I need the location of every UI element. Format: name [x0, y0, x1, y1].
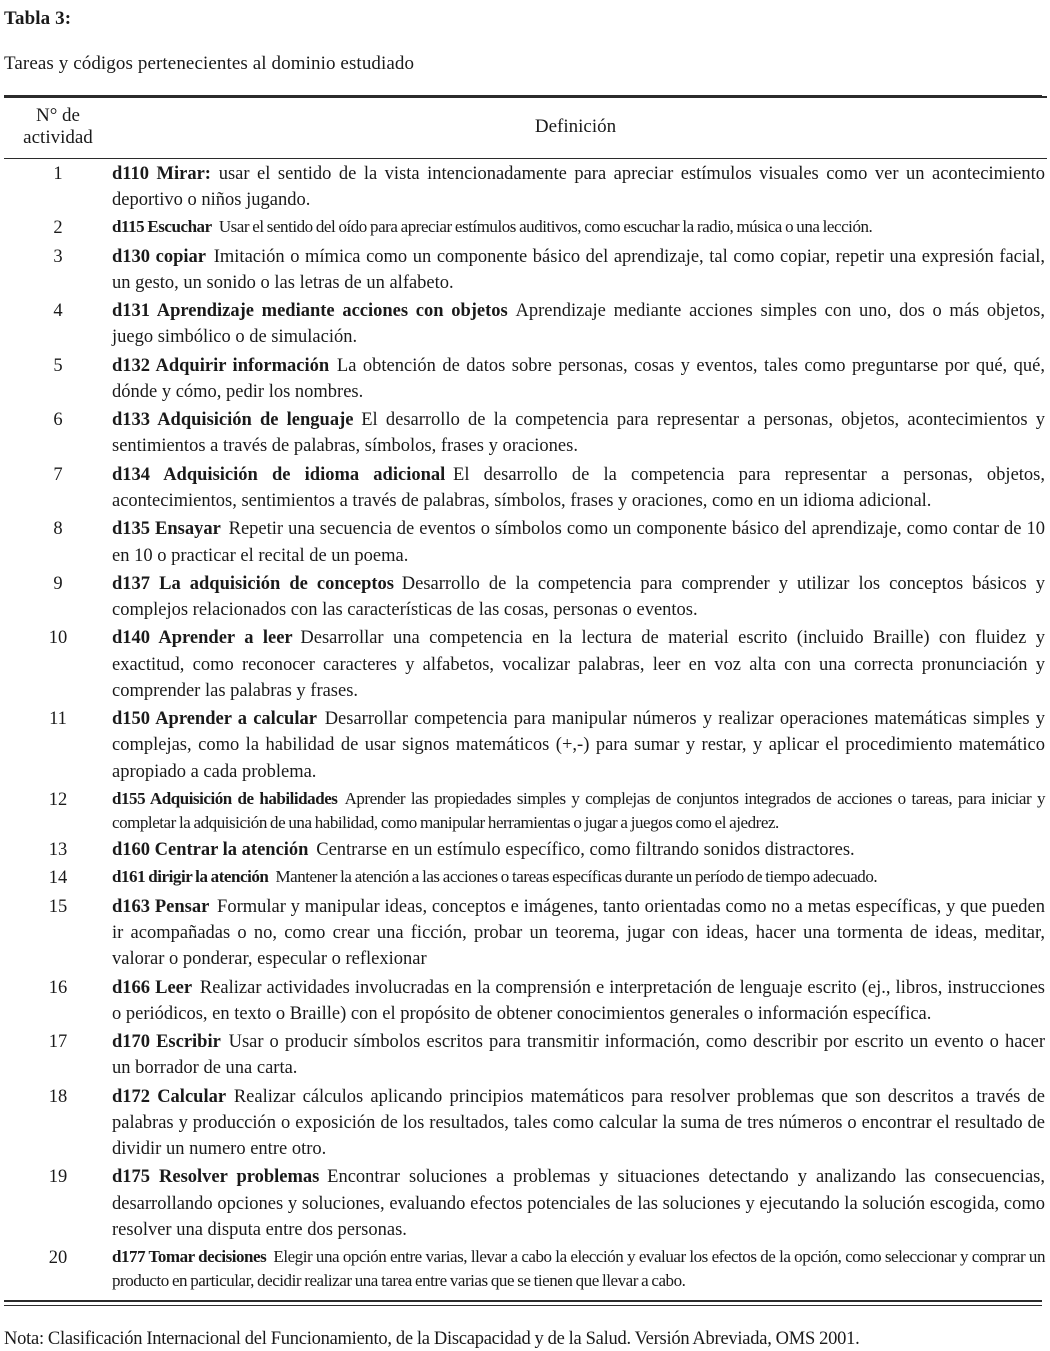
definition-cell [108, 296, 1047, 351]
activity-code: d135 Ensayar [112, 519, 221, 540]
definition-cell [108, 242, 1047, 297]
activity-number-cell: 8 [53, 519, 63, 540]
activity-description: Desarrollar competencia para manipular números y realizar operaciones matemáticas simples y complejas, como la habilidad de usar signos matemáticos (+,-) para sumar y restar, y aplicar el procedimiento matemático apropiado a cada problema. [112, 709, 1045, 782]
activity-description: Centrarse en un estímulo específico, como filtrando sonidos distractores. [316, 840, 855, 861]
activity-number-cell: 14 [48, 868, 68, 889]
activity-code: d172 Calcular [112, 1086, 227, 1107]
tasks-table [4, 96, 1047, 1300]
activity-code: d170 Escribir [112, 1032, 221, 1053]
definition-cell [108, 405, 1047, 460]
table-bottom-rule [4, 1300, 1042, 1302]
definition-cell [108, 863, 1047, 891]
activity-description: Imitación o mímica como un componente básico del aprendizaje, tal como copiar, repetir una expresión facial, un gesto, un sonido o las letras de un alfabeto. [112, 246, 1045, 293]
table-head [4, 97, 1047, 158]
activity-description: Desarrollar una competencia en la lectura de material escrito (incluido Braille) con fluidez y exactitud, como reconocer caracteres y alfabetos, vocalizar palabras, leer en voz alta con una correcta pronunciación y comprender las palabras y frases. [112, 628, 1045, 701]
table-body [4, 158, 1047, 1300]
activity-description: Mantener la atención a las acciones o tareas específicas durante un período de tiempo adecuado. [275, 867, 878, 887]
activity-code: d110 Mirar: [112, 163, 211, 184]
table-row [4, 569, 1047, 624]
activity-number-cell: 3 [53, 246, 63, 267]
table-caption: Tareas y códigos pertenecientes al dominio estudiado [4, 53, 415, 74]
activity-number-cell: 13 [48, 840, 68, 861]
activity-number-cell: 5 [53, 355, 63, 376]
column-header-activity-number-line1: N° de [35, 105, 80, 126]
definition-cell [108, 1243, 1047, 1300]
table-row [4, 623, 1047, 704]
definition-cell [108, 351, 1047, 406]
activity-number-cell: 4 [53, 301, 63, 322]
table-row [4, 785, 1047, 835]
column-header-activity-number-line2: actividad [23, 127, 93, 149]
column-header-definition [108, 97, 1047, 158]
definition-cell [108, 973, 1047, 1028]
activity-description: Encontrar soluciones a problemas y situaciones detectando y analizando las consecuencias, desarrollando opciones y soluciones, evaluando efectos potenciales de las soluciones y ejecutando la solución escogida, como resolver una disputa entre dos personas. [112, 1167, 1045, 1240]
activity-number-cell: 16 [48, 977, 68, 998]
activity-number-cell: 10 [48, 628, 68, 649]
activity-code: d130 copiar [112, 246, 206, 267]
table-row [4, 1027, 1047, 1082]
table-container [4, 95, 1046, 1306]
activity-code: d115 Escuchar [112, 217, 212, 237]
activity-number-cell: 11 [49, 709, 67, 730]
activity-code: d177 Tomar decisiones [112, 1247, 267, 1267]
activity-code: d155 Adquisición de habilidades [112, 788, 338, 808]
activity-number-cell: 9 [53, 573, 63, 594]
definition-cell [108, 514, 1047, 569]
activity-code: d137 La adquisición de conceptos [112, 573, 394, 594]
table-row [4, 242, 1047, 297]
definition-cell [108, 460, 1047, 515]
definition-cell [108, 1162, 1047, 1243]
table-row [4, 514, 1047, 569]
definition-cell [108, 704, 1047, 785]
activity-description: Desarrollo de la competencia para comprender y utilizar los conceptos básicos y complejos relacionados con las características de las cosas, personas o eventos. [112, 573, 1046, 621]
definition-cell [108, 892, 1047, 973]
activity-description: Realizar cálculos aplicando principios matemáticos para resolver problemas que son descritos a través de palabras y producción o exposición de los resultados, tales como calcular la suma de tres números o encontrar el resultado de dividir un numero entre otro. [112, 1086, 1046, 1160]
activity-description: Repetir una secuencia de eventos o símbolos como un componente básico del aprendizaje, como contar de 10 en 10 o practicar el recital de un poema. [112, 519, 1045, 566]
table-row [4, 1082, 1047, 1163]
table-note: Nota: Clasificación Internacional del Funcionamiento, de la Discapacidad y de la Salud. Versión Abreviada, OMS 2001. [4, 1328, 860, 1349]
definition-cell [108, 1027, 1047, 1082]
activity-code: d160 Centrar la atención [112, 840, 309, 861]
activity-description: Aprendizaje mediante acciones simples con uno, dos o más objetos, juego simbólico o de simulación. [112, 301, 1045, 348]
activity-description: El desarrollo de la competencia para representar a personas, objetos, acontecimientos y sentimientos a través de palabras, símbolos, frases y oraciones. [112, 410, 1045, 457]
activity-number-cell: 1 [53, 163, 63, 184]
activity-code: d133 Adquisición de lenguaje [112, 410, 354, 431]
activity-number-cell: 19 [48, 1167, 68, 1188]
activity-code: d175 Resolver problemas [112, 1167, 320, 1188]
activity-description: Aprender las propiedades simples y complejas de conjuntos integrados de acciones o tareas, para iniciar y completar la adquisición de una habilidad, como manipular herramientas o jugar a juegos como el ajedrez. [112, 788, 1045, 833]
activity-description: Realizar actividades involucradas en la comprensión e interpretación de lenguaje escrito (ej., libros, instrucciones o periódicos, en texto o Braille) con el propósito de obtener conocimientos generales o información específica. [112, 977, 1046, 1024]
activity-description: La obtención de datos sobre personas, cosas y eventos, tales como preguntarse por qué, qué, dónde y cómo, pedir los nombres. [112, 355, 1045, 402]
activity-number-cell: 18 [48, 1086, 68, 1107]
activity-description: Usar el sentido del oído para apreciar estímulos auditivos, como escuchar la radio, música o una lección. [218, 217, 873, 237]
table-row [4, 892, 1047, 973]
activity-code: d140 Aprender a leer [112, 628, 293, 649]
activity-description: usar el sentido de la vista intencionadamente para apreciar estímulos visuales como ver un acontecimiento deportivo o niños jugando. [112, 163, 1045, 211]
table-row [4, 158, 1047, 213]
activity-description: Formular y manipular ideas, conceptos e imágenes, tanto orientadas como no a metas específicas, y que pueden ir acompañadas o no, como crear una ficción, probar un teorema, jugar con ideas, hacer una tormenta de ideas, meditar, valorar o ponderar, especular o reflexionar [112, 896, 1046, 970]
table-row [4, 296, 1047, 351]
activity-code: d166 Leer [112, 977, 193, 998]
definition-cell [108, 213, 1047, 241]
activity-number-cell: 2 [53, 218, 63, 239]
activity-code: d134 Adquisición de idioma adicional [112, 464, 446, 485]
definition-cell [108, 569, 1047, 624]
activity-code: d132 Adquirir información [112, 355, 330, 376]
table-row [4, 460, 1047, 515]
activity-number-cell: 7 [53, 464, 63, 485]
table-label: Tabla 3: [4, 8, 72, 29]
definition-cell [108, 785, 1047, 835]
activity-number-cell: 20 [48, 1248, 68, 1269]
activity-code: d150 Aprender a calcular [112, 709, 317, 730]
table-row [4, 213, 1047, 241]
table-row [4, 351, 1047, 406]
activity-code: d131 Aprendizaje mediante acciones con objetos [112, 301, 508, 322]
column-header-definition-label: Definición [534, 116, 617, 138]
table-row [4, 835, 1047, 863]
definition-cell [108, 835, 1047, 863]
table-row [4, 1243, 1047, 1300]
table-row [4, 973, 1047, 1028]
definition-cell [108, 623, 1047, 704]
activity-number-cell: 6 [53, 410, 63, 431]
activity-number-cell: 15 [48, 896, 68, 917]
definition-cell [108, 158, 1047, 213]
activity-number-cell: 12 [48, 789, 68, 810]
activity-number-cell: 17 [48, 1032, 68, 1053]
definition-cell [108, 1082, 1047, 1163]
table-row [4, 863, 1047, 891]
activity-code: d161 dirigir la atención [112, 867, 269, 887]
table-row [4, 1162, 1047, 1243]
table-row [4, 405, 1047, 460]
table-row [4, 704, 1047, 785]
activity-code: d163 Pensar [112, 896, 210, 917]
activity-description: Usar o producir símbolos escritos para transmitir información, como describir por escrito un evento o hacer un borrador de una carta. [112, 1032, 1046, 1079]
activity-description: El desarrollo de la competencia para representar a personas, objetos, acontecimientos, sentimientos a través de palabras, símbolos, frases y oraciones, como en un idioma adicional. [112, 464, 1045, 511]
column-header-activity-number [4, 97, 108, 158]
activity-description: Elegir una opción entre varias, llevar a cabo la elección y evaluar los efectos de la opción, como seleccionar y comprar un producto en particular, decidir realizar una tarea entre varias que se tienen que llevar a cabo. [112, 1247, 1045, 1291]
